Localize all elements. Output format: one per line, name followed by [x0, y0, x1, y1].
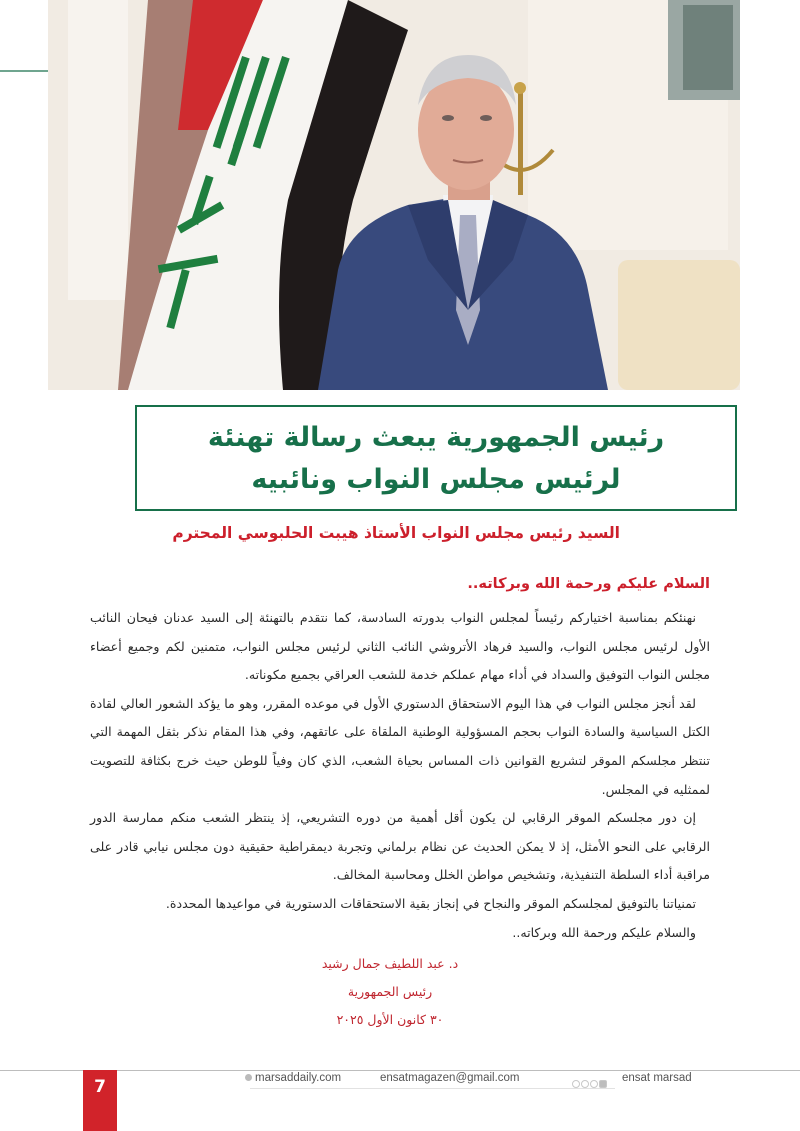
body-paragraph: لقد أنجز مجلس النواب في هذا اليوم الاستحقاق الدستوري الأول في موعده المقرر، وهو ما يؤكد الشعور العالي لقادة الكتل السياسية والسادة النواب بحجم المسؤولية الوطنية الملقاة على عاتقهم، وفي هذا المقام نذكر بثقل المهمة التي تنتظر مجلسكم الموقر لتشريع القوانين ذات المساس بحياة الشعب، الذي كان وفياً للوطن حيث خرج بكثافة للتصويت لممثليه في المجلس. [90, 695, 710, 797]
footer-website[interactable] [245, 1072, 341, 1084]
letter-addressee: السيد رئيس مجلس النواب الأستاذ هيبت الحلبوسي المحترم [172, 524, 620, 542]
footer-social-handle[interactable]: ensat marsad [622, 1072, 692, 1084]
signature-name: د. عبد اللطيف جمال رشيد [321, 956, 459, 971]
article-title-line-2: لرئيس مجلس النواب ونائبيه [251, 464, 621, 495]
footer-underline [250, 1088, 615, 1089]
body-paragraph: إن دور مجلسكم الموقر الرقابي لن يكون أقل أهمية من دوره التشريعي، إذ ينتظر الشعب منكم ممارسة الدور الرقابي على النحو الأمثل، إذ لا يمكن الحديث عن نظام برلماني وتجربة ديمقراطية حقيقية دون مجلس نيابي قادر على مراقبة أداء السلطة التنفيذية، وتشخيص مواطن الخلل ومحاسبة المخالف. [90, 810, 710, 883]
twitter-icon[interactable] [581, 1080, 589, 1088]
letter-body [90, 604, 710, 947]
letter-greeting: السلام عليكم ورحمة الله وبركاته.. [467, 576, 710, 592]
signature-date: ٣٠ كانون الأول ٢٠٢٥ [336, 1012, 444, 1027]
body-paragraph: تمنياتنا بالتوفيق لمجلسكم الموقر والنجاح في إنجاز بقية الاستحقاقات الدستورية في مواعيدها المحددة. [165, 895, 696, 911]
article-title-line-1: رئيس الجمهورية يبعث رسالة تهنئة [207, 422, 665, 453]
president-photo [48, 0, 740, 390]
page-number: 7 [83, 1070, 117, 1131]
social-icons [572, 1073, 608, 1092]
decorative-line [0, 70, 48, 72]
body-paragraph: والسلام عليكم ورحمة الله وبركاته.. [512, 924, 696, 940]
youtube-icon[interactable] [599, 1080, 607, 1088]
instagram-icon[interactable] [590, 1080, 598, 1088]
footer-divider [0, 1070, 800, 1071]
body-paragraph: نهنئكم بمناسبة اختياركم رئيساً لمجلس النواب بدورته السادسة، كما نتقدم بالتهنئة إلى السيد عدنان فيحان النائب الأول لرئيس مجلس النواب، والسيد فرهاد الأتروشي النائب الثاني لرئيس مجلس النواب، متمنين لكم وجميع أعضاء مجلس النواب التوفيق والسداد في أداء مهام عملكم خدمة للشعب العراقي بجميع مكوناته. [90, 610, 710, 683]
signature-block [290, 950, 490, 1034]
website-text[interactable]: marsaddaily.com [255, 1072, 342, 1084]
footer-email[interactable]: ensatmagazen@gmail.com [380, 1072, 520, 1084]
signature-position: رئيس الجمهورية [347, 984, 433, 999]
article-title-box [135, 405, 737, 511]
globe-icon [245, 1074, 252, 1081]
facebook-icon[interactable] [572, 1080, 580, 1088]
